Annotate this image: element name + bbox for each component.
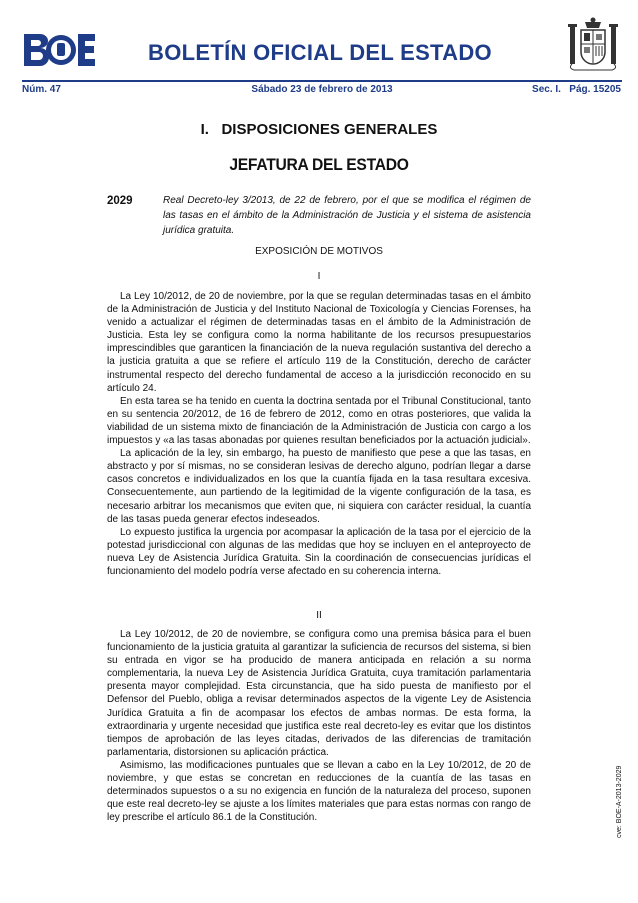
section-page: Sec. I. Pág. 15205 [532,84,621,95]
department-title: JEFATURA DEL ESTADO [229,155,409,174]
part1-body [107,290,531,578]
exposicion-title: EXPOSICIÓN DE MOTIVOS [255,246,383,257]
issue-date: Sábado 23 de febrero de 2013 [251,84,393,95]
entry-reference: Real Decreto-ley 3/2013, de 22 de febrero, por el que se modifica el régimen de las tasas en el ámbito de la Administración de Justicia y el sistema de asistencia jurídica gratuita. [163,195,531,236]
part-numeral: I [317,271,321,282]
part2-body [107,628,531,824]
gazette-title: BOLETÍN OFICIAL DEL ESTADO [148,40,492,65]
paragraph: Asimismo, las modificaciones puntuales que se llevan a cabo en la Ley 10/2012, de 20 de noviembre, y que estas se concretan en reducciones de la cuantía de las tasas en determinados supuestos o a su no exigencia en función de la naturaleza del proceso, suponen que este real decreto-ley se ajuste a los límites materiales que para estas normas con rango de ley prescribe el artículo 86.1 de la Constitución. [107,759,531,824]
paragraph: La Ley 10/2012, de 20 de noviembre, por la que se regulan determinadas tasas en el ámbito de la Administración de Justicia y del Instituto Nacional de Toxicología y Ciencias Forenses, ha venido a actualizar el régimen de determinadas tasas en el ámbito de la Administración de Justicia. Esta ley se configura como la norma habilitante de los recursos presupuestarios imprescindibles que garanticen la financiación de la nueva regulación sustantiva del derecho a la justicia gratuita a que se refiere el artículo 119 de la Constitución, derecho de carácter instrumental respecto del derecho fundamental de acceso a la jurisdicción reconocido en su artículo 24. [107,291,531,394]
coat-of-arms-icon [566,16,620,74]
issue-number: Núm. 47 [22,84,61,95]
paragraph: Lo expuesto justifica la urgencia por acompasar la aplicación de la tasa por el ejercicio de la potestad jurisdiccional con algunas de las medidas que hoy se incluyen en el anteproyecto de nueva Ley de Asistencia Jurídica Gratuita. Sin la coordinación de consecuencias jurídicas el funcionamiento del modelo podría verse afectado en su coherencia interna. [107,526,531,577]
cve-code: cve: BOE-A-2013-2029 [616,765,623,838]
paragraph: La Ley 10/2012, de 20 de noviembre, se configura como una premisa básica para el buen funcionamiento de la justicia gratuita al garantizar la suficiencia de recursos del sistema, si bien su entrada en vigor se ha producido de manera anticipada en relación a su norma complementaria, la nueva Ley de Asistencia Jurídica Gratuita, cuya tramitación parlamentaria presenta mayor complejidad. Esta circunstancia, que ha sido puesta de manifiesto por el Defensor del Pueblo, obliga a revisar determinados aspectos de la vigente Ley de Asistencia Jurídica Gratuita a fin de acompasar los efectos de ambas normas. De esta forma, la extraordinaria y urgente necesidad que justifica este real decreto-ley es evitar que los distintos tiempos de aprobación de las leyes citadas, derivados de las diferencias de tramitación parlamentaria, distorsionen su aplicación práctica. [107,629,531,758]
part-numeral: II [316,610,322,621]
header-rule [22,80,622,82]
boe-logo [22,30,96,70]
entry-number: 2029 [107,195,133,207]
section-title: I. DISPOSICIONES GENERALES [200,121,438,138]
paragraph: La aplicación de la ley, sin embargo, ha puesto de manifiesto que pese a que las tasas, en abstracto y por sí mismas, no se consideran lesivas de derecho alguno, podrían llegar a darse casos concretos e individualizados en los que la cuantía fijada en la tasa resultara excesiva. Consecuentemente, aun partiendo de la legitimidad de la vigente configuración de la tasa, es necesario arbitrar los mecanismos que eviten que, ni siquiera con carácter residual, la cuantía de las tasas pueda generar efectos indeseados. [107,448,531,525]
paragraph: En esta tarea se ha tenido en cuenta la doctrina sentada por el Tribunal Constitucional, tanto en su sentencia 20/2012, de 16 de febrero de 2012, como en otras posteriores, que valida la viabilidad de un sistema mixto de financiación de la Administración de Justicia con cargo a los impuestos y «a las tasas abonadas por quienes resultan beneficiados por la actuación judicial». [107,395,531,447]
